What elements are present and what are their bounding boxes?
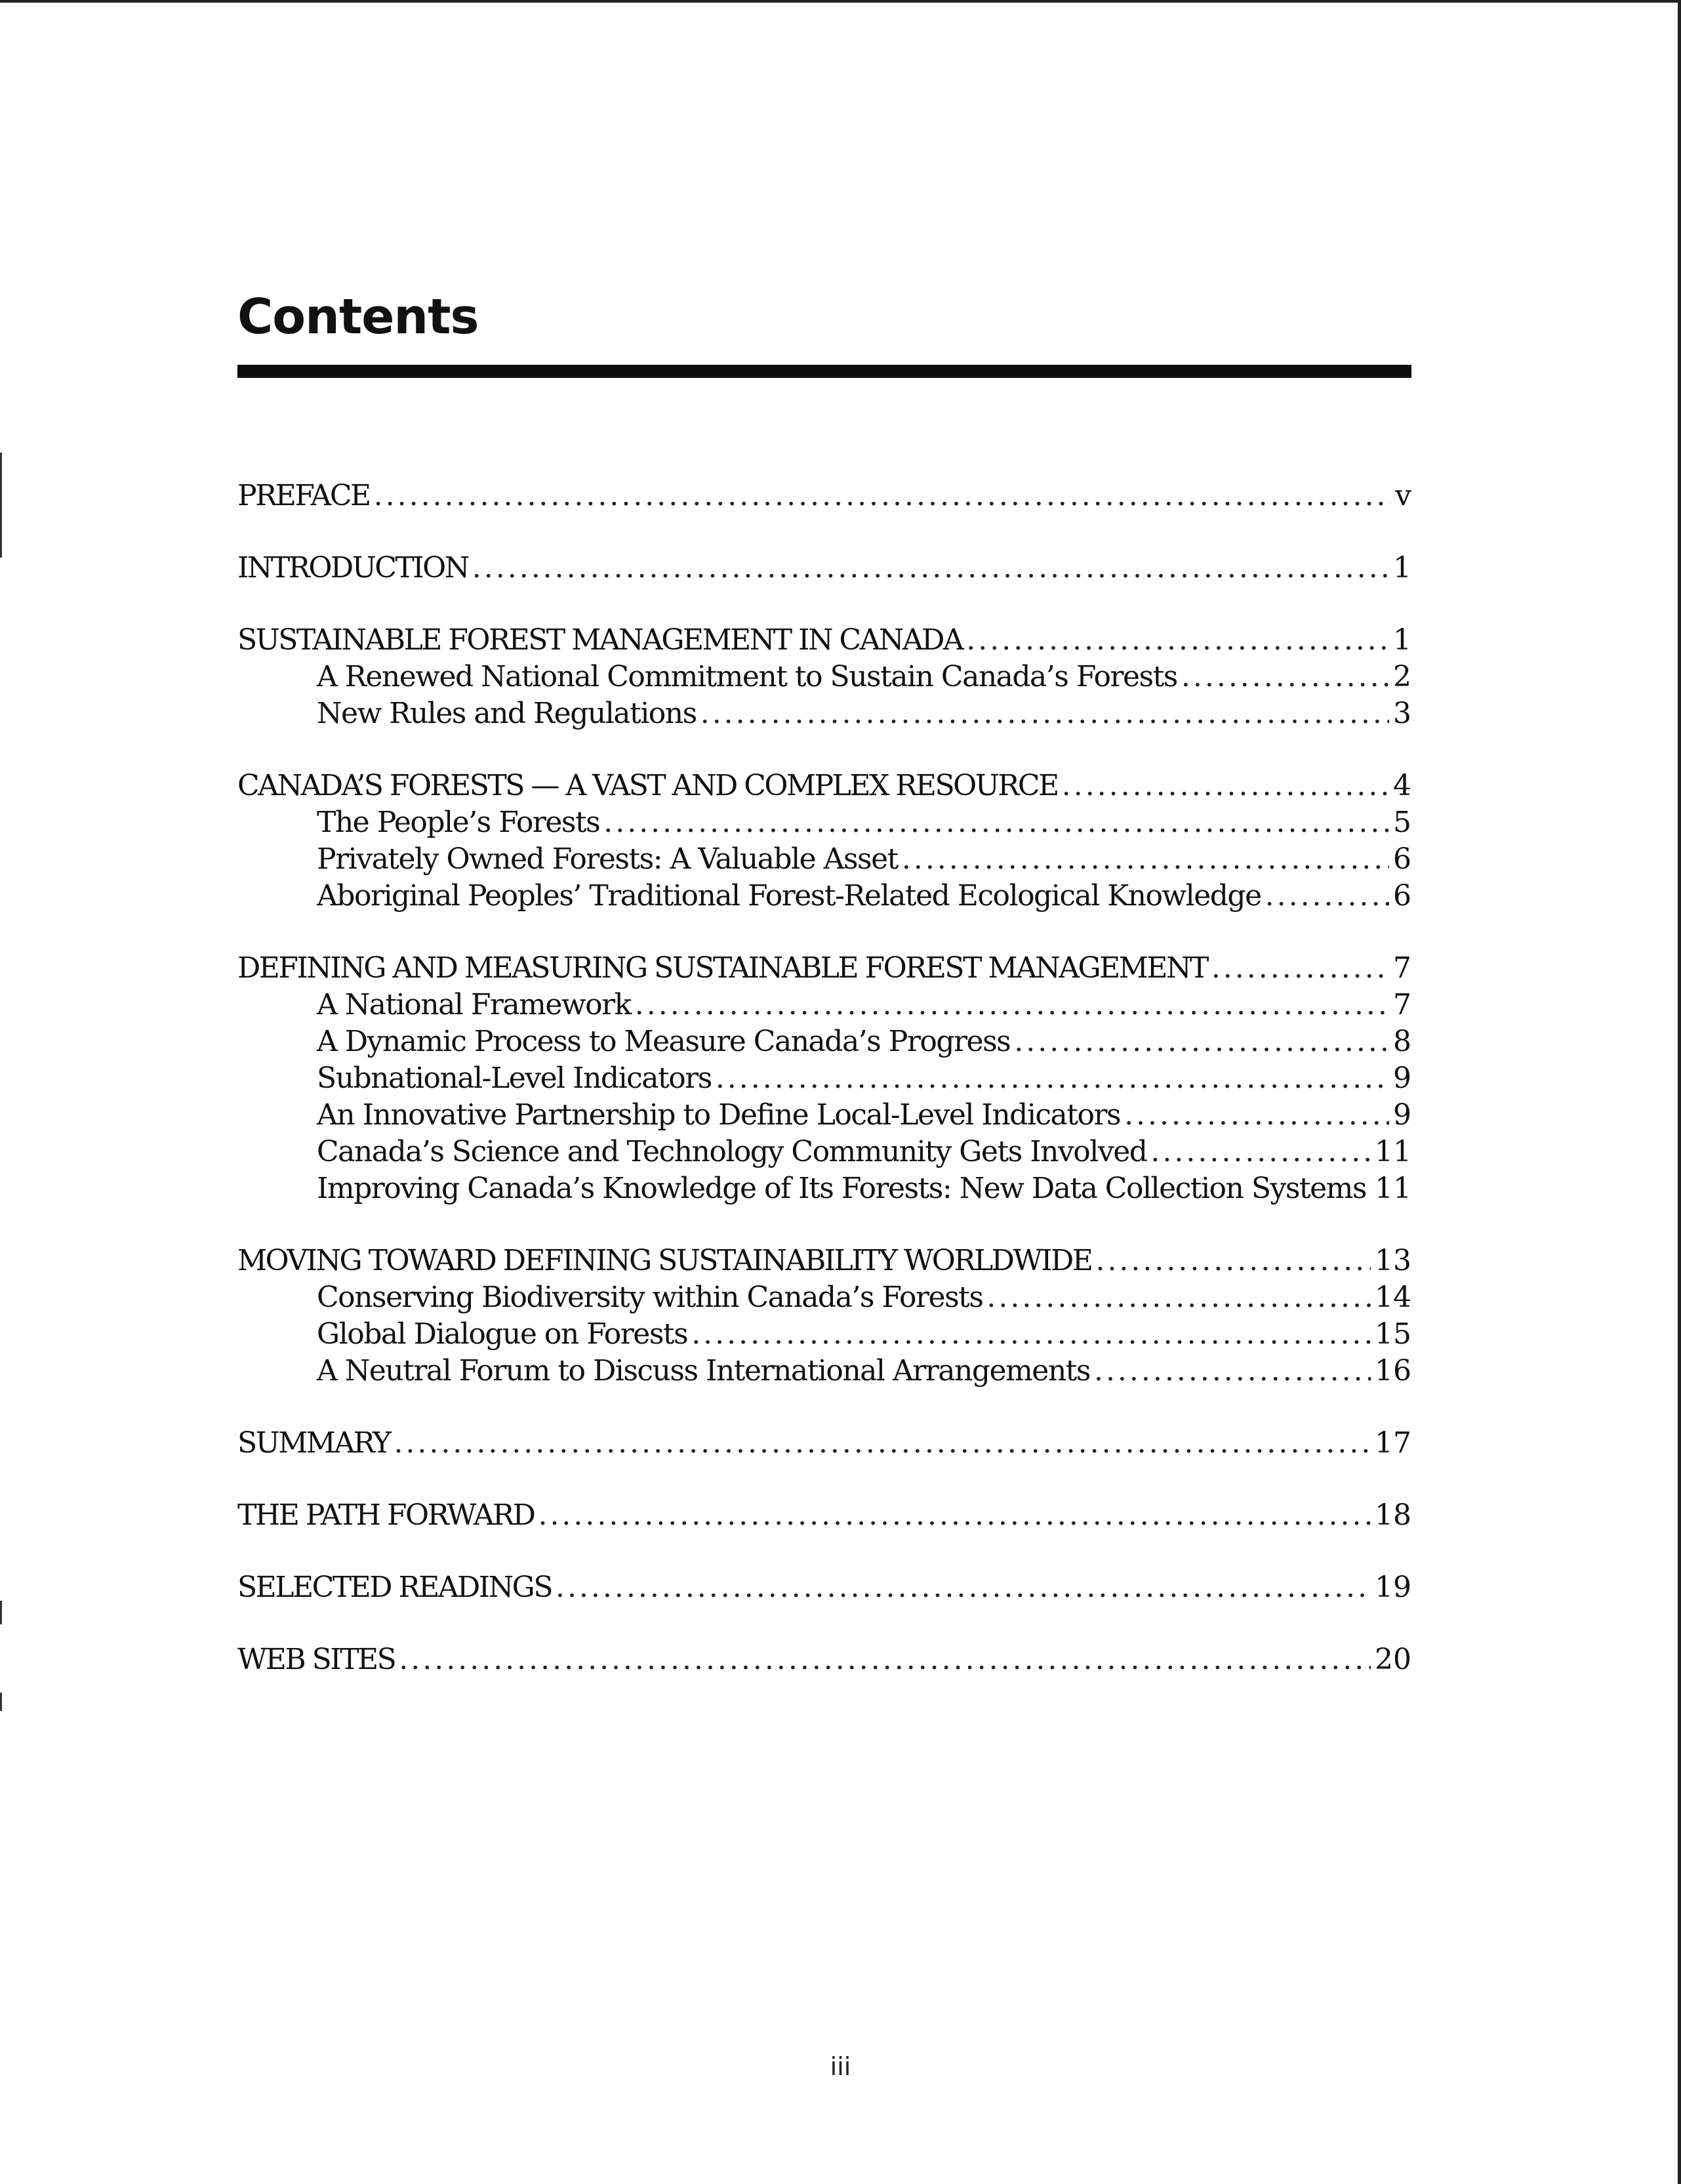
toc-entry-label: An Innovative Partnership to Define Local-Level Indicators xyxy=(317,1098,1121,1132)
dot-leader xyxy=(1124,1097,1389,1134)
page-edge-top xyxy=(0,0,1681,3)
toc-group xyxy=(237,1641,1411,1678)
toc-section-entry[interactable] xyxy=(237,1497,1411,1534)
toc-subsection-entry[interactable] xyxy=(237,1279,1411,1316)
dot-leader xyxy=(603,804,1389,841)
toc-entry-page: 7 xyxy=(1393,988,1411,1021)
toc-group xyxy=(237,1497,1411,1534)
dot-leader xyxy=(1150,1134,1371,1170)
dot-leader xyxy=(700,695,1389,732)
toc-entry-page: 13 xyxy=(1375,1244,1411,1277)
toc-entry-label: The People’s Forests xyxy=(317,806,600,839)
table-of-contents xyxy=(237,478,1411,1678)
margin-mark xyxy=(0,453,2,558)
toc-entry-page: 7 xyxy=(1393,951,1411,985)
toc-subsection-entry[interactable] xyxy=(237,804,1411,841)
toc-group xyxy=(237,950,1411,1207)
dot-leader xyxy=(1094,1353,1371,1390)
toc-group xyxy=(237,1425,1411,1462)
toc-entry-label: DEFINING AND MEASURING SUSTAINABLE FOREST MANAGEMENT xyxy=(237,951,1207,985)
toc-entry-page: 11 xyxy=(1375,1135,1411,1168)
toc-entry-label: THE PATH FORWARD xyxy=(237,1498,535,1532)
toc-group xyxy=(237,550,1411,587)
toc-entry-page: 8 xyxy=(1393,1025,1411,1058)
toc-entry-page: 15 xyxy=(1375,1317,1411,1351)
toc-entry-label: INTRODUCTION xyxy=(237,551,468,585)
toc-entry-label: SUMMARY xyxy=(237,1426,390,1460)
toc-section-entry[interactable] xyxy=(237,1569,1411,1606)
dot-leader xyxy=(986,1279,1371,1316)
dot-leader xyxy=(1095,1243,1371,1279)
toc-group-gap xyxy=(237,1606,1411,1641)
toc-entry-page: 18 xyxy=(1375,1498,1411,1532)
dot-leader xyxy=(966,622,1389,659)
toc-section-entry[interactable] xyxy=(237,550,1411,587)
toc-section-entry[interactable] xyxy=(237,1641,1411,1678)
dot-leader xyxy=(1062,768,1389,804)
toc-subsection-entry[interactable] xyxy=(237,1353,1411,1390)
toc-entry-label: CANADA’S FORESTS — A VAST AND COMPLEX RESOURCE xyxy=(237,769,1058,802)
toc-group-gap xyxy=(237,1462,1411,1497)
toc-group-gap xyxy=(237,514,1411,550)
dot-leader xyxy=(1014,1023,1389,1060)
toc-entry-label: PREFACE xyxy=(237,479,370,512)
toc-entry-page: 9 xyxy=(1393,1061,1411,1095)
toc-entry-page: v xyxy=(1395,479,1411,512)
margin-mark xyxy=(0,1601,2,1624)
toc-entry-label: New Rules and Regulations xyxy=(317,697,697,730)
toc-entry-page: 1 xyxy=(1393,551,1411,585)
toc-entry-label: Global Dialogue on Forests xyxy=(317,1317,688,1351)
dot-leader xyxy=(374,478,1392,514)
toc-section-entry[interactable] xyxy=(237,478,1411,514)
toc-entry-page: 20 xyxy=(1375,1643,1411,1676)
toc-entry-label: Aboriginal Peoples’ Traditional Forest-Related Ecological Knowledge xyxy=(317,879,1261,913)
toc-section-entry[interactable] xyxy=(237,622,1411,659)
toc-entry-page: 19 xyxy=(1375,1571,1411,1604)
toc-entry-page: 17 xyxy=(1375,1426,1411,1460)
dot-leader xyxy=(1211,950,1389,987)
margin-mark xyxy=(0,1693,2,1711)
toc-group xyxy=(237,1243,1411,1390)
toc-entry-page: 11 xyxy=(1375,1172,1411,1205)
toc-entry-label: Improving Canada’s Knowledge of Its Forests: New Data Collection Systems xyxy=(317,1172,1366,1205)
toc-entry-label: A Neutral Forum to Discuss International Arrangements xyxy=(317,1354,1090,1388)
toc-section-entry[interactable] xyxy=(237,1243,1411,1279)
toc-entry-page: 6 xyxy=(1393,879,1411,913)
toc-entry-page: 16 xyxy=(1375,1354,1411,1388)
page-edge-right xyxy=(1678,0,1681,2184)
toc-group-gap xyxy=(237,732,1411,768)
toc-subsection-entry[interactable] xyxy=(237,1060,1411,1097)
toc-entry-label: SUSTAINABLE FOREST MANAGEMENT IN CANADA xyxy=(237,623,963,657)
toc-entry-label: WEB SITES xyxy=(237,1643,395,1676)
toc-entry-page: 9 xyxy=(1393,1098,1411,1132)
toc-subsection-entry[interactable] xyxy=(237,1134,1411,1170)
toc-group xyxy=(237,478,1411,514)
toc-group-gap xyxy=(237,1207,1411,1243)
toc-entry-label: A National Framework xyxy=(317,988,631,1021)
dot-leader xyxy=(399,1641,1371,1678)
toc-subsection-entry[interactable] xyxy=(237,695,1411,732)
toc-entry-page: 2 xyxy=(1393,660,1411,693)
toc-entry-page: 5 xyxy=(1393,806,1411,839)
toc-subsection-entry[interactable] xyxy=(237,878,1411,915)
dot-leader xyxy=(635,987,1389,1023)
dot-leader xyxy=(902,841,1389,878)
toc-group xyxy=(237,768,1411,915)
toc-entry-label: A Renewed National Commitment to Sustain Canada’s Forests xyxy=(317,660,1177,693)
dot-leader xyxy=(1370,1170,1371,1207)
toc-entry-page: 6 xyxy=(1393,842,1411,876)
toc-subsection-entry[interactable] xyxy=(237,1170,1411,1207)
toc-group-gap xyxy=(237,1534,1411,1569)
toc-subsection-entry[interactable] xyxy=(237,841,1411,878)
toc-subsection-entry[interactable] xyxy=(237,659,1411,695)
toc-entry-page: 1 xyxy=(1393,623,1411,657)
toc-section-entry[interactable] xyxy=(237,950,1411,987)
dot-leader xyxy=(1265,878,1389,915)
toc-entry-label: A Dynamic Process to Measure Canada’s Progress xyxy=(317,1025,1011,1058)
toc-entry-label: Privately Owned Forests: A Valuable Asset xyxy=(317,842,898,876)
toc-entry-label: Subnational-Level Indicators xyxy=(317,1061,712,1095)
toc-section-entry[interactable] xyxy=(237,768,1411,804)
toc-section-entry[interactable] xyxy=(237,1425,1411,1462)
page-number: iii xyxy=(830,2052,851,2081)
toc-group-gap xyxy=(237,1390,1411,1425)
page-title: Contents xyxy=(237,289,479,345)
toc-entry-page: 3 xyxy=(1393,697,1411,730)
dot-leader xyxy=(538,1497,1371,1534)
toc-group xyxy=(237,1569,1411,1606)
toc-entry-page: 14 xyxy=(1375,1281,1411,1314)
dot-leader xyxy=(691,1316,1371,1353)
dot-leader xyxy=(716,1060,1389,1097)
dot-leader xyxy=(472,550,1389,587)
toc-entry-page: 4 xyxy=(1393,769,1411,802)
dot-leader xyxy=(394,1425,1371,1462)
toc-entry-label: SELECTED READINGS xyxy=(237,1571,552,1604)
dot-leader xyxy=(556,1569,1371,1606)
title-rule xyxy=(237,365,1411,378)
toc-subsection-entry[interactable] xyxy=(237,1023,1411,1060)
toc-subsection-entry[interactable] xyxy=(237,987,1411,1023)
toc-group-gap xyxy=(237,915,1411,950)
toc-entry-label: MOVING TOWARD DEFINING SUSTAINABILITY WORLDWIDE xyxy=(237,1244,1092,1277)
toc-entry-label: Canada’s Science and Technology Community Gets Involved xyxy=(317,1135,1147,1168)
toc-entry-label: Conserving Biodiversity within Canada’s Forests xyxy=(317,1281,983,1314)
toc-group xyxy=(237,622,1411,732)
toc-subsection-entry[interactable] xyxy=(237,1316,1411,1353)
toc-subsection-entry[interactable] xyxy=(237,1097,1411,1134)
dot-leader xyxy=(1181,659,1389,695)
toc-group-gap xyxy=(237,587,1411,622)
